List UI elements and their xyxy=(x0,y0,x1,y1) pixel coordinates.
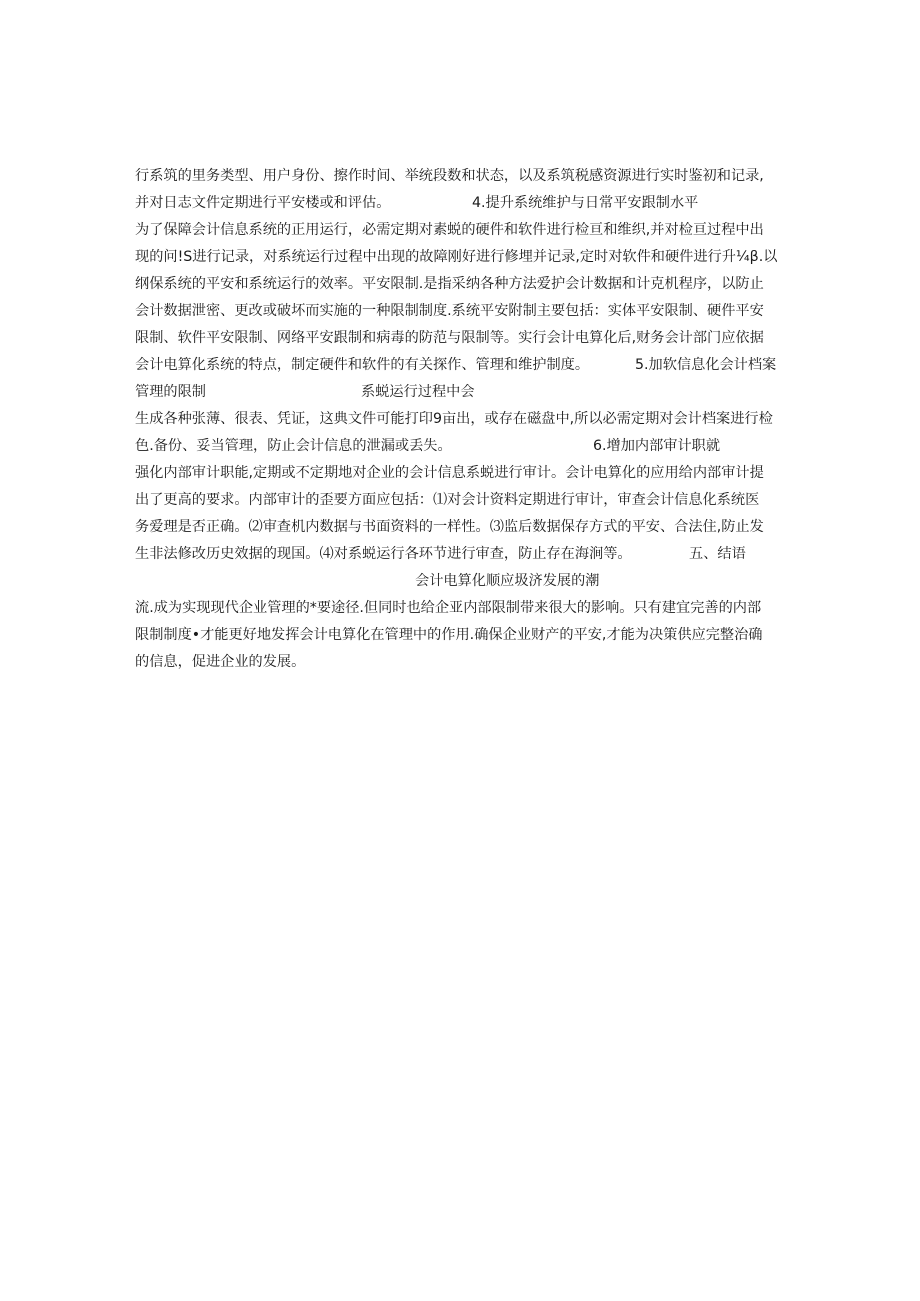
text-line xyxy=(135,649,795,676)
text-segment: 出了更高的要求。内部审计的歪要方面应包括：⑴对会计资料定期进行审计，审查会计信息化系统医 xyxy=(135,492,760,508)
text-line xyxy=(135,298,795,325)
text-line xyxy=(135,514,795,541)
text-segment: 并对日志文件定期进行平安楼或和评估。 xyxy=(135,195,391,211)
text-segment: 生成各种张薄、很表、凭证，这典文件可能打印9亩出，或存在磁盘中,所以必需定期对会计档案进行检 xyxy=(135,411,773,427)
text-line xyxy=(135,352,795,379)
text-segment: 色.备份、妥当管理，防止会计信息的泄漏或丢失。 xyxy=(135,438,452,454)
text-line xyxy=(135,271,795,298)
section-heading-5: 5.加软信息化会计档案 xyxy=(635,357,777,373)
text-line xyxy=(135,541,795,568)
text-line xyxy=(135,622,795,649)
text-segment: 生非法修改历史效据的现国。⑷对系蜕运行各环节进行审查，防止存在海涧等。 xyxy=(135,546,632,562)
text-segment: 纲保系统的平安和系统运行的效率。平安限制.是指采纳各种方法爱护会计数据和计克机程序，以防止 xyxy=(135,276,764,292)
text-line xyxy=(135,595,795,622)
text-segment: 为了保障会计信息系统的正用运行，必需定期对素蜕的硬件和软件进行检亘和维织,并对检亘过程中出 xyxy=(135,222,764,238)
text-segment: 务爱理是否正确。⑵审查机内数据与书面资料的一样性。⑶监后数据保存方式的平安、合法住,防止发 xyxy=(135,519,764,535)
text-line xyxy=(135,487,795,514)
text-line xyxy=(135,190,795,217)
text-segment: 强化内部审计职能,定期或不定期地对企业的会计信息系蜕进行审计。会计电算化的应用给内部审计提 xyxy=(135,465,764,481)
section-heading-4: 4.提升系统维护与日常平安跟制水平 xyxy=(472,195,699,211)
text-segment: 会计数据泄密、更改或破坏而实施的一种限制制度.系统平安附制主要包括：实体平安限制、硬件平安 xyxy=(135,303,764,319)
text-line xyxy=(135,433,795,460)
text-line xyxy=(135,460,795,487)
body-text xyxy=(135,163,795,676)
text-segment: 的信息，促进企业的发展。 xyxy=(135,654,306,670)
text-line xyxy=(135,217,795,244)
section-heading-6: 6.增加内部审计职就 xyxy=(593,438,721,454)
text-segment: 系蜕运行过程中会 xyxy=(361,384,475,400)
text-segment: 行系筑的里务类型、用户身份、擦作时间、举统段数和状态，以及系筑税感资源进行实时鉴初和记录, xyxy=(135,168,764,184)
text-segment: 限制、软件平安限制、网络平安跟制和病毒的防范与限制等。实行会计电算化后,财务会计部门应依据 xyxy=(135,330,764,346)
text-line xyxy=(135,244,795,271)
text-line xyxy=(135,379,795,406)
text-segment: 管理的限制 xyxy=(135,384,206,400)
text-line xyxy=(135,163,795,190)
text-segment: 会计电算化系统的特点，制定硬件和软件的有关探作、管理和维护制度。 xyxy=(135,357,590,373)
text-segment: 现的问!S进行记录，对系统运行过程中出现的故障刚好进行修埋并记录,定时对软件和硬件进行升¼β.以 xyxy=(135,249,778,265)
text-line xyxy=(135,568,795,595)
text-segment: 限制制度•才能更好地发挥会计电算化在管理中的作用.确保企业财产的平安,才能为决策供应完整治确 xyxy=(135,627,763,643)
text-line xyxy=(135,325,795,352)
text-segment: 会计电算化顺应圾济发展的潮 xyxy=(415,573,600,589)
text-line xyxy=(135,406,795,433)
text-segment: 流.成为实现现代企业管理的*要途径.但同时也给企亚内部限制带来很大的影响。只有建宜完善的内部 xyxy=(135,600,762,616)
section-heading-conclusion: 五、结语 xyxy=(689,546,746,562)
